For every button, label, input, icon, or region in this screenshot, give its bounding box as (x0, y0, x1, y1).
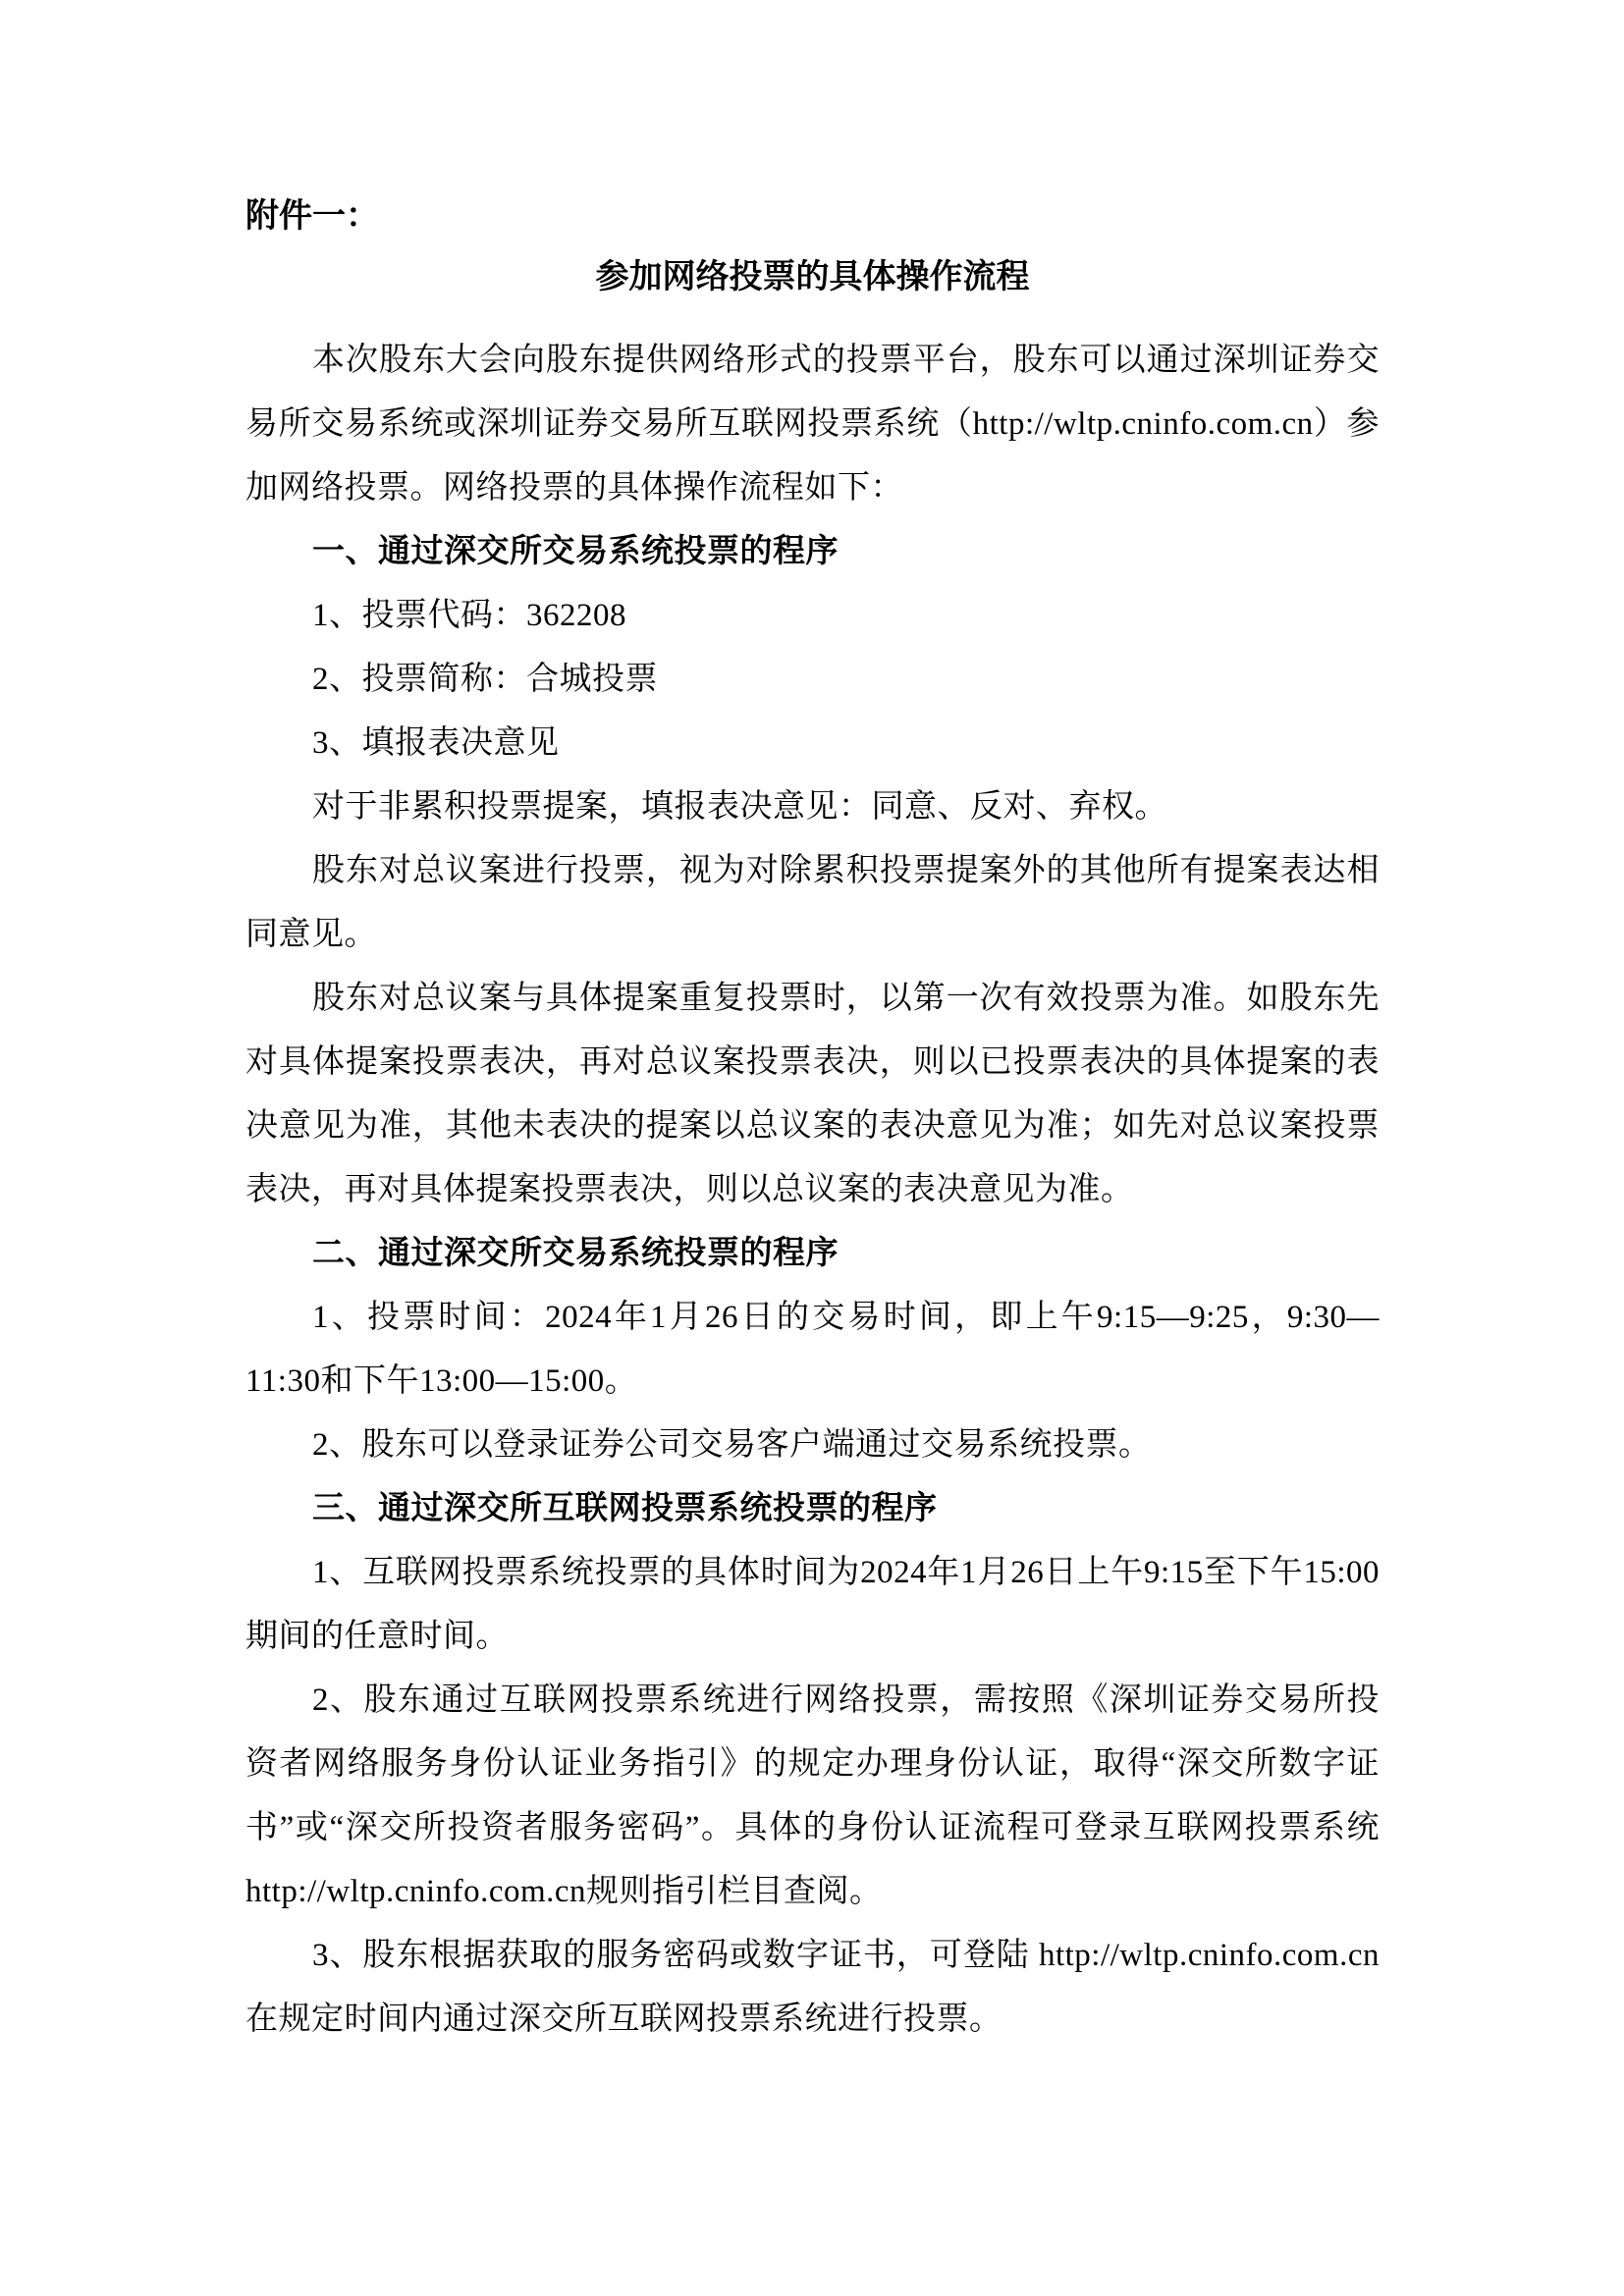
body-paragraph: 3、股东根据获取的服务密码或数字证书，可登陆 http://wltp.cninfo.com.cn 在规定时间内通过深交所互联网投票系统进行投票。 (245, 1938, 1380, 2037)
body-paragraph: 本次股东大会向股东提供网络形式的投票平台，股东可以通过深圳证券交易所交易系统或深圳证券交易所互联网投票系统（http://wltp.cninfo.com.cn）参加网络投票。网络投票的具体操作流程如下： (245, 343, 1380, 506)
attachment-label: 附件一： (245, 198, 379, 235)
body-paragraph: 1、投票时间：2024年1月26日的交易时间，即上午9:15—9:25，9:30—11:30和下午13:00—15:00。 (245, 1300, 1380, 1399)
body-paragraph: 对于非累积投票提案，填报表决意见：同意、反对、弃权。 (312, 789, 1167, 825)
body-paragraph: 2、投票简称：合城投票 (312, 662, 658, 697)
body-paragraph: 2、股东可以登录证券公司交易客户端通过交易系统投票。 (312, 1427, 1152, 1463)
body-paragraph: 股东对总议案与具体提案重复投票时，以第一次有效投票为准。如股东先对具体提案投票表决，再对总议案投票表决，则以已投票表决的具体提案的表决意见为准，其他未表决的提案以总议案的表决意见为准；如先对总议案投票表决，再对具体提案投票表决，则以总议案的表决意见为准。 (245, 981, 1380, 1207)
document-title: 参加网络投票的具体操作流程 (595, 259, 1030, 295)
section-heading: 一、通过深交所交易系统投票的程序 (312, 534, 839, 569)
body-paragraph: 1、互联网投票系统投票的具体时间为2024年1月26日上午9:15至下午15:00期间的任意时间。 (245, 1555, 1380, 1654)
body-paragraph: 3、填报表决意见 (312, 725, 560, 761)
body-paragraph: 2、股东通过互联网投票系统进行网络投票，需按照《深圳证券交易所投资者网络服务身份认证业务指引》的规定办理身份认证，取得“深交所数字证书”或“深交所投资者服务密码”。具体的身份认证流程可登录互联网投票系统http://wltp.cninfo.com.cn规则指引栏目查阅。 (245, 1682, 1380, 1909)
body-paragraph: 1、投票代码：362208 (312, 598, 626, 633)
section-heading: 三、通过深交所互联网投票系统投票的程序 (312, 1491, 938, 1526)
section-heading: 二、通过深交所交易系统投票的程序 (312, 1236, 839, 1271)
body-paragraph: 股东对总议案进行投票，视为对除累积投票提案外的其他所有提案表达相同意见。 (245, 853, 1380, 952)
document-body (245, 329, 1380, 2052)
